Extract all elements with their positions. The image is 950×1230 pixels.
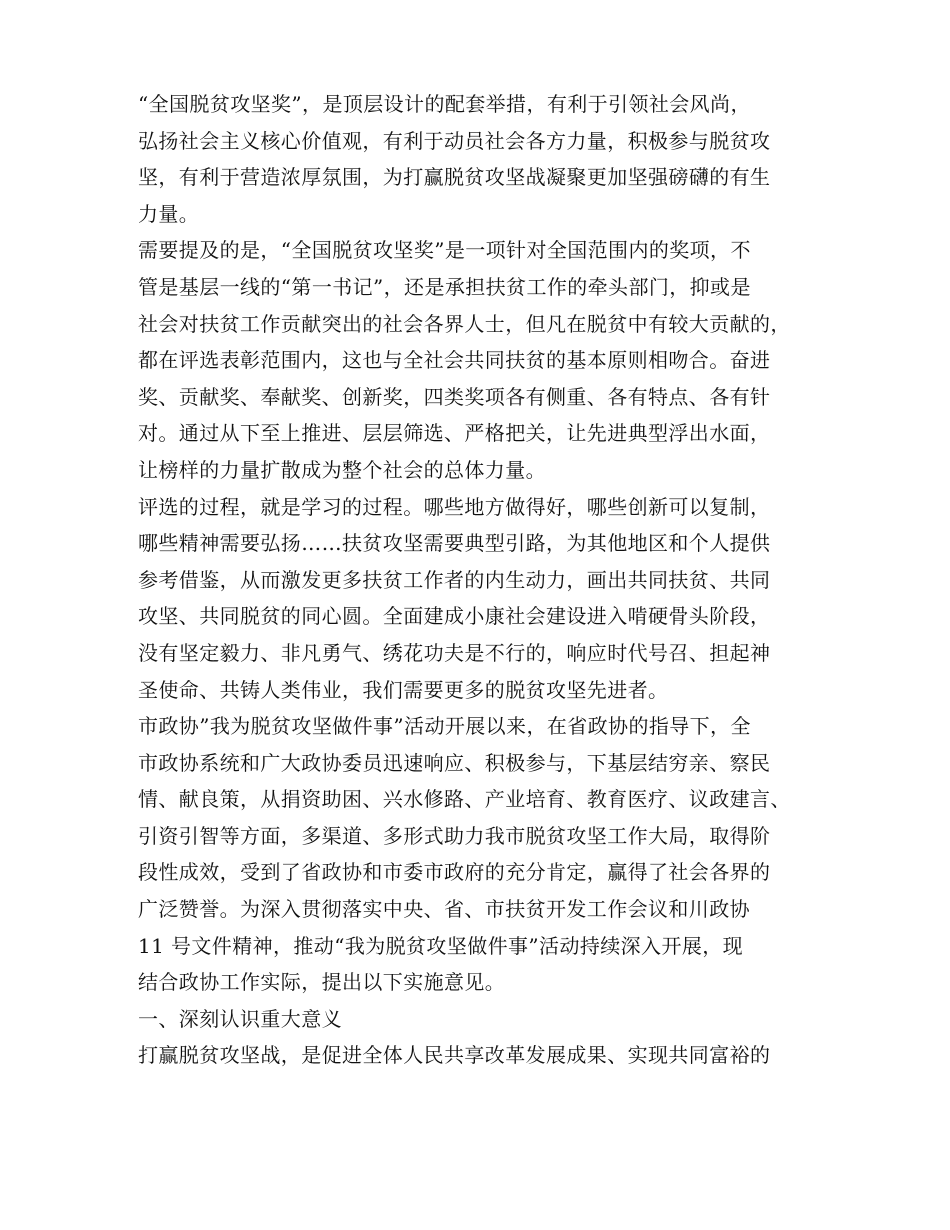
text-line: 没有坚定毅力、非凡勇气、绣花功夫是不行的，响应时代号召、担起神 — [138, 640, 771, 665]
text-line: 结合政协工作实际，提出以下实施意见。 — [138, 970, 506, 995]
text-line: 评选的过程，就是学习的过程。哪些地方做得好，哪些创新可以复制， — [138, 494, 771, 519]
text-line: 段性成效，受到了省政协和市委市政府的充分肯定，赢得了社会各界的 — [138, 860, 771, 885]
text-line: “全国脱贫攻坚奖”，是顶层设计的配套举措，有利于引领社会风尚， — [138, 92, 751, 116]
text-line: 11 号文件精神，推动“我为脱贫攻坚做件事”活动持续深入开展，现 — [138, 933, 744, 958]
text-line: 管是基层一线的“第一书记”，还是承担扶贫工作的牵头部门，抑或是 — [138, 274, 751, 299]
text-line: 圣使命、共铸人类伟业，我们需要更多的脱贫攻坚先进者。 — [138, 677, 669, 702]
text-line: 奖、贡献奖、奉献奖、创新奖，四类奖项各有侧重、各有特点、各有针 — [138, 384, 771, 409]
document-page — [138, 86, 838, 1074]
text-line: 弘扬社会主义核心价值观，有利于动员社会各方力量，积极参与脱贫攻 — [138, 128, 771, 153]
text-line: 坚，有利于营造浓厚氛围，为打赢脱贫攻坚战凝聚更加坚强磅礴的有生 — [138, 165, 771, 190]
text-line: 参考借鉴，从而激发更多扶贫工作者的内生动力，画出共同扶贫、共同 — [138, 567, 771, 592]
text-line: 打赢脱贫攻坚战，是促进全体人民共享改革发展成果、实现共同富裕的 — [138, 1043, 771, 1068]
text-line: 市政协”我为脱贫攻坚做件事”活动开展以来，在省政协的指导下，全 — [138, 714, 751, 739]
text-line: 社会对扶贫工作贡献突出的社会各界人士，但凡在脱贫中有较大贡献的， — [138, 311, 791, 336]
text-line: 引资引智等方面，多渠道、多形式助力我市脱贫攻坚工作大局，取得阶 — [138, 823, 771, 848]
text-line: 市政协系统和广大政协委员迅速响应、积极参与，下基层结穷亲、察民 — [138, 750, 771, 775]
text-line: 广泛赞誉。为深入贯彻落实中央、省、市扶贫开发工作会议和川政协 — [138, 897, 750, 922]
text-line: 情、献良策，从捐资助困、兴水修路、产业培育、教育医疗、议政建言、 — [138, 787, 791, 812]
text-line: 需要提及的是，“全国脱贫攻坚奖”是一项针对全国范围内的奖项，不 — [138, 238, 751, 263]
text-line: 对。通过从下至上推进、层层筛选、严格把关，让先进典型浮出水面， — [138, 421, 771, 446]
text-line: 哪些精神需要弘扬……扶贫攻坚需要典型引路，为其他地区和个人提供 — [138, 531, 771, 556]
section-heading: 一、深刻认识重大意义 — [138, 1006, 342, 1031]
text-line: 力量。 — [138, 201, 200, 226]
text-line: 攻坚、共同脱贫的同心圆。全面建成小康社会建设进入啃硬骨头阶段， — [138, 604, 771, 629]
text-line: 都在评选表彰范围内，这也与全社会共同扶贫的基本原则相吻合。奋进 — [138, 348, 771, 373]
text-line: 让榜样的力量扩散成为整个社会的总体力量。 — [138, 457, 546, 482]
